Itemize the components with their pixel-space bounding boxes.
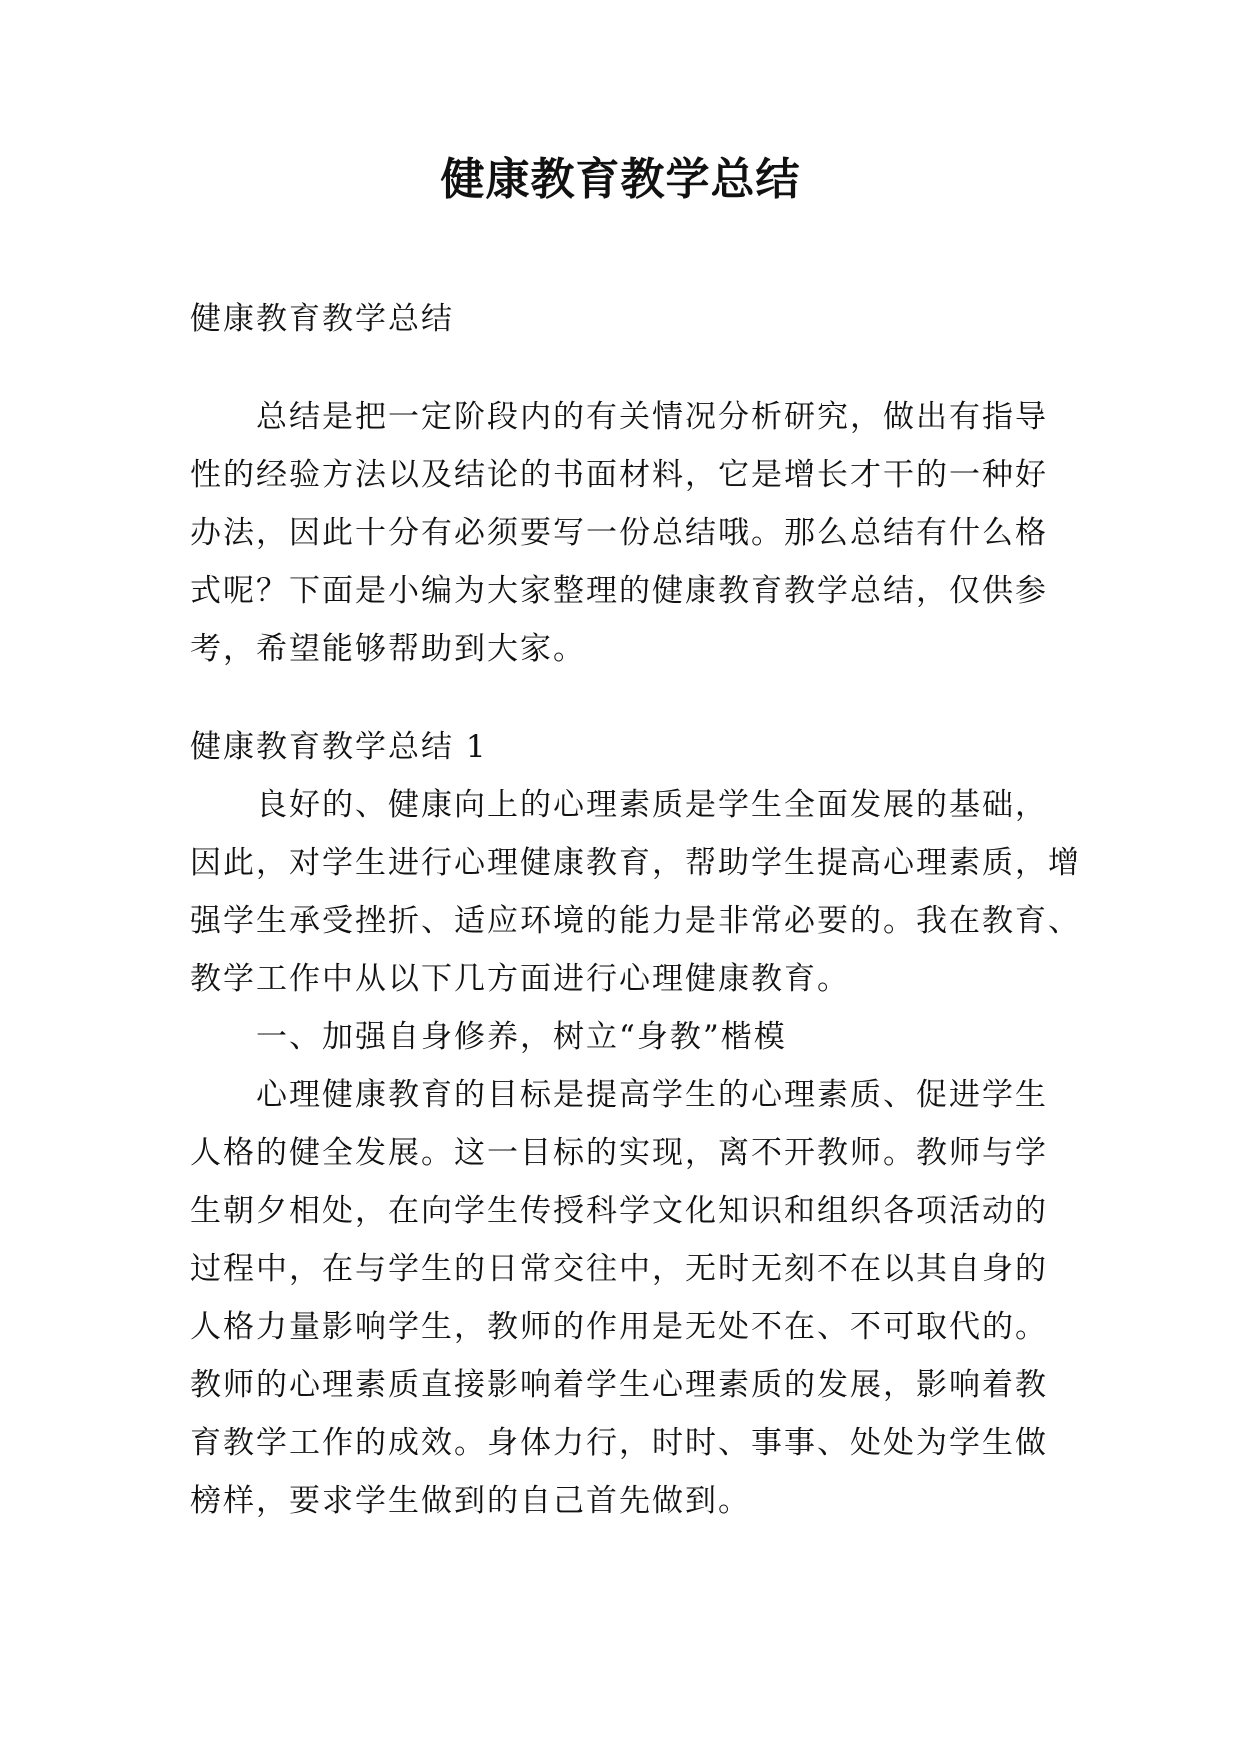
intro-line: 总结是把一定阶段内的有关情况分析研究，做出有指导 [256,399,1048,435]
spacer [190,348,1050,388]
paragraph-line: 过程中，在与学生的日常交往中，无时无刻不在以其自身的 [190,1251,1048,1287]
paragraph-line: 人格力量影响学生，教师的作用是无处不在、不可取代的。 [190,1309,1048,1345]
document-title: 健康教育教学总结 [440,154,801,205]
paragraph-line: 良好的、健康向上的心理素质是学生全面发展的基础， [256,787,1048,823]
paragraph-line: 教师的心理素质直接影响着学生心理素质的发展，影响着教 [190,1367,1048,1403]
paragraph-line: 榜样，要求学生做到的自己首先做到。 [190,1483,751,1519]
paragraph-line: 育教学工作的成效。身体力行，时时、事事、处处为学生做 [190,1425,1048,1461]
intro-line: 办法，因此十分有必须要写一份总结哦。那么总结有什么格 [190,515,1048,551]
spacer [190,678,1050,718]
paragraph-line: 生朝夕相处，在向学生传授科学文化知识和组织各项活动的 [190,1193,1048,1229]
section-paragraph [190,776,1081,1008]
paragraph-line: 心理健康教育的目标是提高学生的心理素质、促进学生 [256,1077,1048,1113]
document-body [190,290,1081,1530]
intro-line: 式呢？下面是小编为大家整理的健康教育教学总结，仅供参 [190,573,1048,609]
intro-line: 性的经验方法以及结论的书面材料，它是增长才干的一种好 [190,457,1048,493]
document-subtitle: 健康教育教学总结 [190,301,454,337]
section-heading: 健康教育教学总结 1 [190,729,488,765]
paragraph-line: 强学生承受挫折、适应环境的能力是非常必要的。我在教育、 [190,903,1081,939]
point-heading: 一、加强自身修养，树立“身教”楷模 [256,1019,787,1055]
paragraph-line: 教学工作中从以下几方面进行心理健康教育。 [190,961,850,997]
intro-line: 考，希望能够帮助到大家。 [190,631,586,667]
intro-paragraph [190,388,1050,678]
point-paragraph [190,1066,1050,1530]
paragraph-line: 因此，对学生进行心理健康教育，帮助学生提高心理素质，增 [190,845,1081,881]
paragraph-line: 人格的健全发展。这一目标的实现，离不开教师。教师与学 [190,1135,1048,1171]
